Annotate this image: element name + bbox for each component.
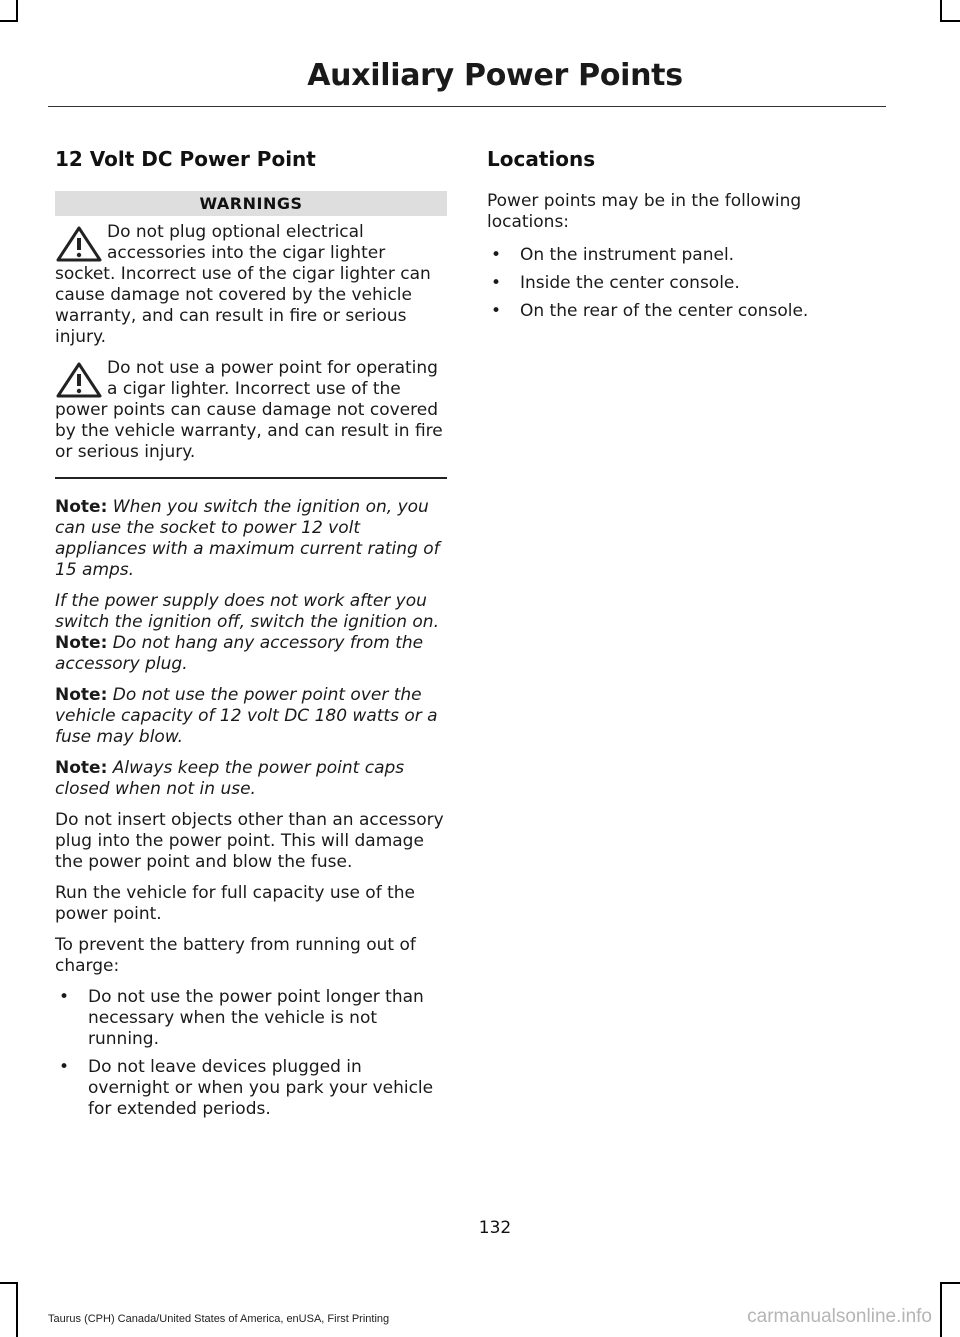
note-label: Note: xyxy=(55,633,108,653)
body-paragraph: To prevent the battery from running out of charge: xyxy=(55,935,416,976)
note-continuation: If the power supply does not work after you switch the ignition off, switch the ignition on. xyxy=(55,591,439,632)
crop-mark xyxy=(0,20,18,22)
crop-mark xyxy=(16,1282,18,1337)
page-header-title: Auxiliary Power Points xyxy=(307,58,683,93)
warning-text: Do not use a power point for operating a cigar lighter. Incorrect use of the power points can cause damage not covered by the vehicle warranty, and can result in fire or serious injury. xyxy=(55,358,443,462)
bullet-list xyxy=(487,245,887,322)
warnings-divider xyxy=(55,477,447,479)
warning-item xyxy=(55,358,447,463)
footer-text: Taurus (CPH) Canada/United States of America, enUSA, First Printing xyxy=(48,1313,390,1325)
note-paragraph xyxy=(55,685,447,748)
note-paragraph xyxy=(55,758,447,800)
crop-mark xyxy=(0,1282,18,1284)
list-item: • Do not leave devices plugged in overnight or when you park your vehicle for extended periods. xyxy=(55,1057,447,1120)
note-label: Note: xyxy=(55,758,108,778)
list-item: • On the instrument panel. xyxy=(487,245,887,266)
warning-text: Do not plug optional electrical accessories into the cigar lighter socket. Incorrect use of the cigar lighter can cause damage not covered by the vehicle warranty, and can result in fire or serious injury. xyxy=(55,222,431,347)
crop-mark xyxy=(940,20,960,22)
warning-item xyxy=(55,222,447,348)
list-item: • Inside the center console. xyxy=(487,273,887,294)
bullet-list xyxy=(55,987,447,1120)
right-column xyxy=(487,145,887,329)
header-divider xyxy=(48,106,886,107)
note-label: Note: xyxy=(55,685,108,705)
list-item: • Do not use the power point longer than necessary when the vehicle is not running. xyxy=(55,987,447,1050)
note-label: Note: xyxy=(55,497,108,517)
note-paragraph xyxy=(55,633,447,675)
watermark: carmanualsonline.info xyxy=(747,1306,932,1327)
body-paragraph: Do not insert objects other than an accessory plug into the power point. This will damage the power point and blow the fuse. xyxy=(55,810,444,872)
note-text: Do not use the power point over the vehicle capacity of 12 volt DC 180 watts or a fuse may blow. xyxy=(55,685,438,747)
section-title: Locations xyxy=(487,147,596,171)
warning-triangle-icon xyxy=(55,360,103,400)
note-text: Always keep the power point caps closed when not in use. xyxy=(55,758,405,799)
crop-mark xyxy=(940,1282,942,1337)
body-paragraph: Run the vehicle for full capacity use of the power point. xyxy=(55,883,415,924)
note-text: Do not hang any accessory from the accessory plug. xyxy=(55,633,424,674)
crop-mark xyxy=(940,0,942,22)
warning-triangle-icon xyxy=(55,224,103,264)
crop-mark xyxy=(16,0,18,22)
note-paragraph xyxy=(55,497,447,581)
left-column xyxy=(55,145,447,1127)
page-number: 132 xyxy=(478,1218,512,1238)
section-title: 12 Volt DC Power Point xyxy=(55,147,316,171)
body-paragraph: Power points may be in the following locations: xyxy=(487,191,802,232)
warnings-banner: WARNINGS xyxy=(55,191,447,216)
note-text: When you switch the ignition on, you can use the socket to power 12 volt appliances with a maximum current rating of 15 amps. xyxy=(55,497,440,580)
list-item: • On the rear of the center console. xyxy=(487,301,887,322)
crop-mark xyxy=(940,1282,960,1284)
